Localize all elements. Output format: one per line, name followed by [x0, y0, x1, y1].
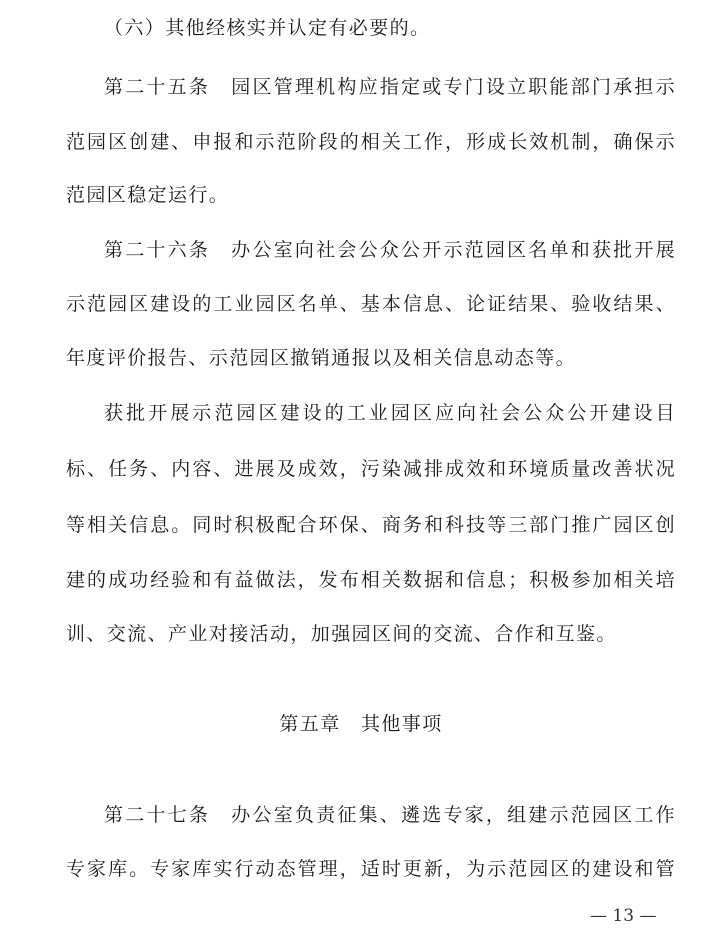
page-number: — 13 — [590, 906, 657, 926]
article-26-line-2: 示范园区建设的工业园区名单、基本信息、论证结果、验收结果、 [66, 293, 676, 315]
paragraph-line-2: 标、任务、内容、进展及成效，污染减排成效和环境质量改善状况 [66, 458, 676, 480]
article-27-line-2: 专家库。专家库实行动态管理，适时更新，为示范园区的建设和管 [66, 858, 676, 880]
item-six-line: （六）其他经核实并认定有必要的。 [104, 17, 431, 39]
paragraph-line-4: 建的成功经验和有益做法，发布相关数据和信息；积极参加相关培 [66, 569, 676, 591]
paragraph-line-1: 获批开展示范园区建设的工业园区应向社会公众公开建设目 [104, 402, 676, 424]
article-25-line-1: 第二十五条 园区管理机构应指定或专门设立职能部门承担示 [104, 76, 676, 98]
article-27-line-1: 第二十七条 办公室负责征集、遴选专家，组建示范园区工作 [104, 804, 676, 826]
chapter-heading: 第五章 其他事项 [279, 713, 443, 735]
paragraph-line-3: 等相关信息。同时积极配合环保、商务和科技等三部门推广园区创 [66, 514, 676, 536]
article-26-line-1: 第二十六条 办公室向社会公众公开示范园区名单和获批开展 [104, 239, 676, 261]
article-25-line-3: 范园区稳定运行。 [66, 184, 230, 206]
paragraph-line-5: 训、交流、产业对接活动，加强园区间的交流、合作和互鉴。 [66, 623, 617, 645]
article-25-line-2: 范园区创建、申报和示范阶段的相关工作，形成长效机制，确保示 [66, 131, 676, 153]
article-26-line-3: 年度评价报告、示范园区撤销通报以及相关信息动态等。 [66, 347, 577, 369]
